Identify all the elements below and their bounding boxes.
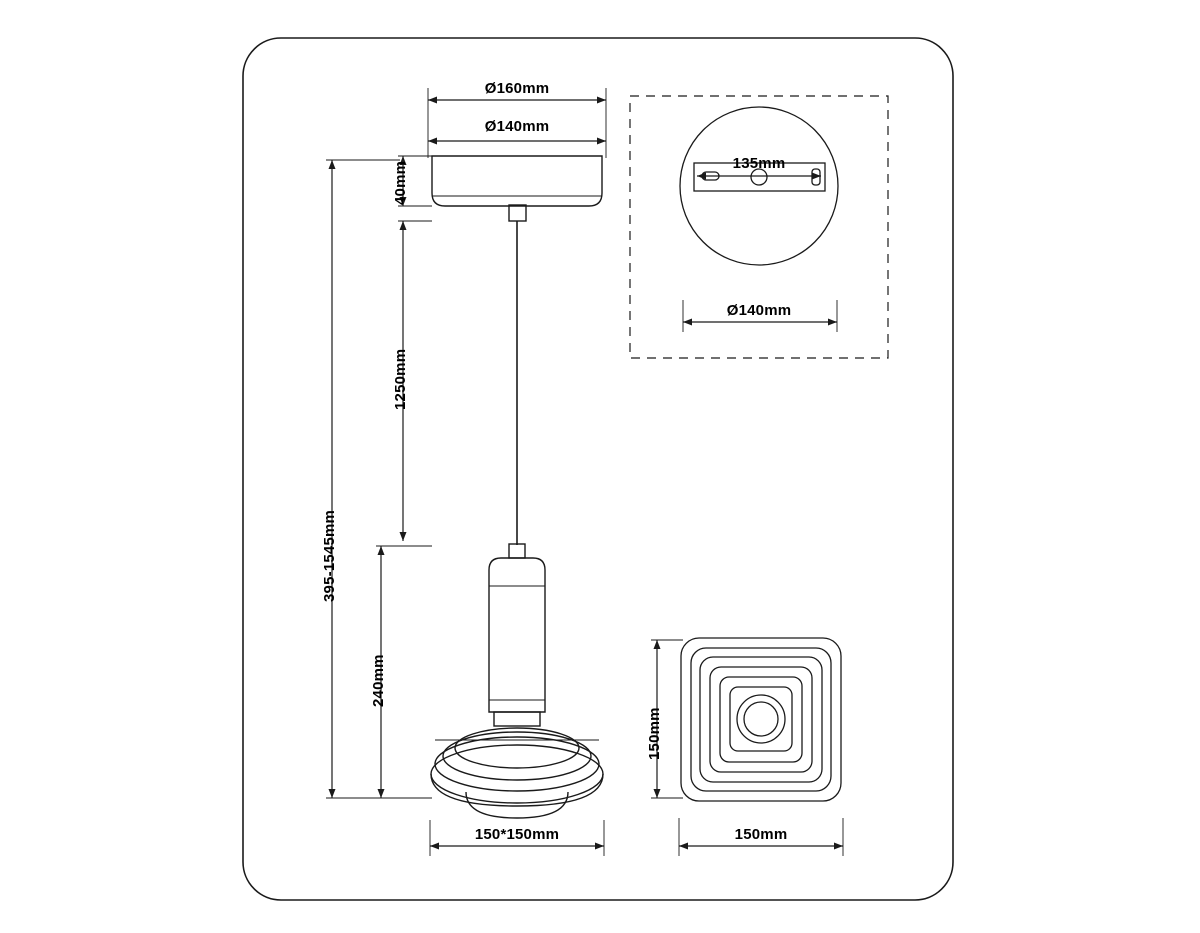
- label-body-height: 240mm: [370, 654, 387, 707]
- label-cable-length: 1250mm: [392, 348, 409, 410]
- dimension-lines-bottom: [651, 640, 843, 856]
- shade-outline-2: [691, 648, 831, 791]
- shade-front: [431, 728, 603, 818]
- label-plate-diameter: Ø140mm: [726, 302, 792, 319]
- sheet-border: [243, 38, 953, 900]
- label-bottom-view-height: 150mm: [646, 707, 663, 760]
- body-collar: [494, 712, 540, 726]
- plate-slot-right: [812, 169, 820, 185]
- label-bottom-view-width: 150mm: [734, 826, 788, 843]
- body-top-cap: [509, 544, 525, 558]
- shade-center-ring-inner: [744, 702, 778, 736]
- label-canopy-inner-diameter: Ø140mm: [484, 118, 550, 135]
- bottom-view: [681, 638, 841, 801]
- label-shade-footprint: 150*150mm: [474, 826, 560, 843]
- front-view: [431, 156, 603, 818]
- dimension-lines-front: [326, 88, 606, 856]
- shade-outline-6: [730, 687, 792, 751]
- shade-outline-3: [700, 657, 822, 782]
- label-canopy-height: 40mm: [392, 160, 409, 205]
- canopy-stem: [509, 205, 526, 221]
- label-canopy-outer-diameter: Ø160mm: [484, 80, 550, 97]
- shade-outline-1: [681, 638, 841, 801]
- lamp-body: [489, 558, 545, 712]
- shade-outline-4: [710, 667, 812, 772]
- ceiling-plate-circle: [680, 107, 838, 265]
- label-total-height-range: 395-1545mm: [321, 509, 338, 602]
- canopy-body: [432, 156, 602, 206]
- label-plate-screw-spacing: 135mm: [732, 155, 786, 172]
